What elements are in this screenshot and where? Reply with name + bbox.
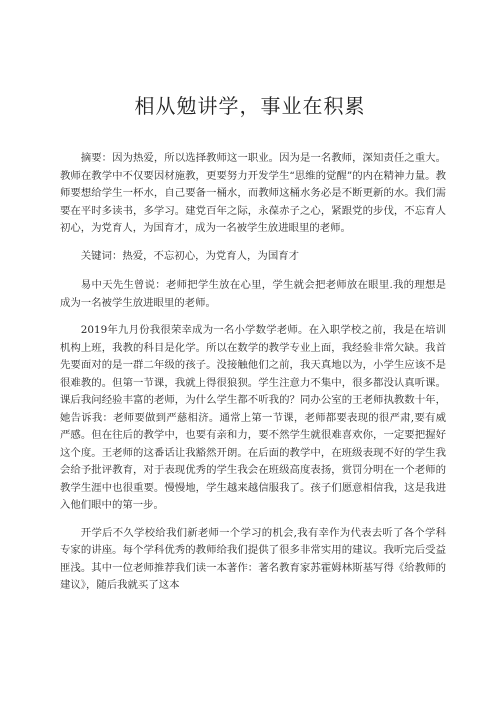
body-paragraph-1: 易中天先生曾说：老师把学生放在心里，学生就会把老师放在眼里.我的理想是成为一名被学生放进眼里的老师。 <box>60 279 446 309</box>
body-paragraph-2: 2019年九月份我很荣幸成为一名小学数学老师。在入职学校之前，我是在培训机构上班，我教的科目是化学。所以在数学的教学专业上面，我经验非常欠缺。我首先要面对的是一群二年级的孩子。没接触他们之前，我天真地以为，小学生应该不是很难教的。但第一节课，我就上得很狼狈。学生注意力不集中，很多都没认真听课。课后我问经验丰富的老师，为什么学生都不听我的？同办公室的王老师执教数十年，她告诉我：老师要做到严慈相济。通常上第一节课，老师都要表现的很严肃,要有威严感。但在往后的教学中，也要有亲和力，要不然学生就很难喜欢你，一定要把握好这个度。王老师的这番话让我豁然开朗。在后面的教学中，在班级表现不好的学生我会给予批评教育，对于表现优秀的学生我会在班级高度表扬，赏罚分明在一个老师的教学生涯中也很重要。慢慢地，学生越来越信服我了。孩子们愿意相信我，这是我进入他们眼中的第一步。 <box>60 324 446 511</box>
document-title: 相从勉讲学，事业在积累 <box>134 94 366 118</box>
keywords-line: 关键词：热爱，不忘初心，为党育人，为国育才 <box>80 249 299 262</box>
document-body <box>60 150 446 605</box>
body-paragraph-3: 开学后不久学校给我们新老师一个学习的机会,我有幸作为代表去听了各个学科专家的讲座。每个学科优秀的教师给我们提供了很多非常实用的建议。我听完后受益匪浅。其中一位老师推荐我们读一本著作：著名教育家苏霍姆林斯基写得《给教师的建议》，随后我就买了这本 <box>60 526 446 591</box>
abstract-paragraph: 摘要：因为热爱，所以选择教师这一职业。因为是一名教师，深知责任之重大。教师在教学中不仅要因材施教，更要努力开发学生“思维的觉醒”的内在精神力量。教师要想给学生一杯水，自己要备一桶水，而教师这桶水务必是不断更新的水。我们需要在平时多读书，多学习。建党百年之际，永葆赤子之心，紧跟党的步伐，不忘育人初心，为党育人，为国育才，成为一名被学生放进眼里的老师。 <box>60 152 446 234</box>
